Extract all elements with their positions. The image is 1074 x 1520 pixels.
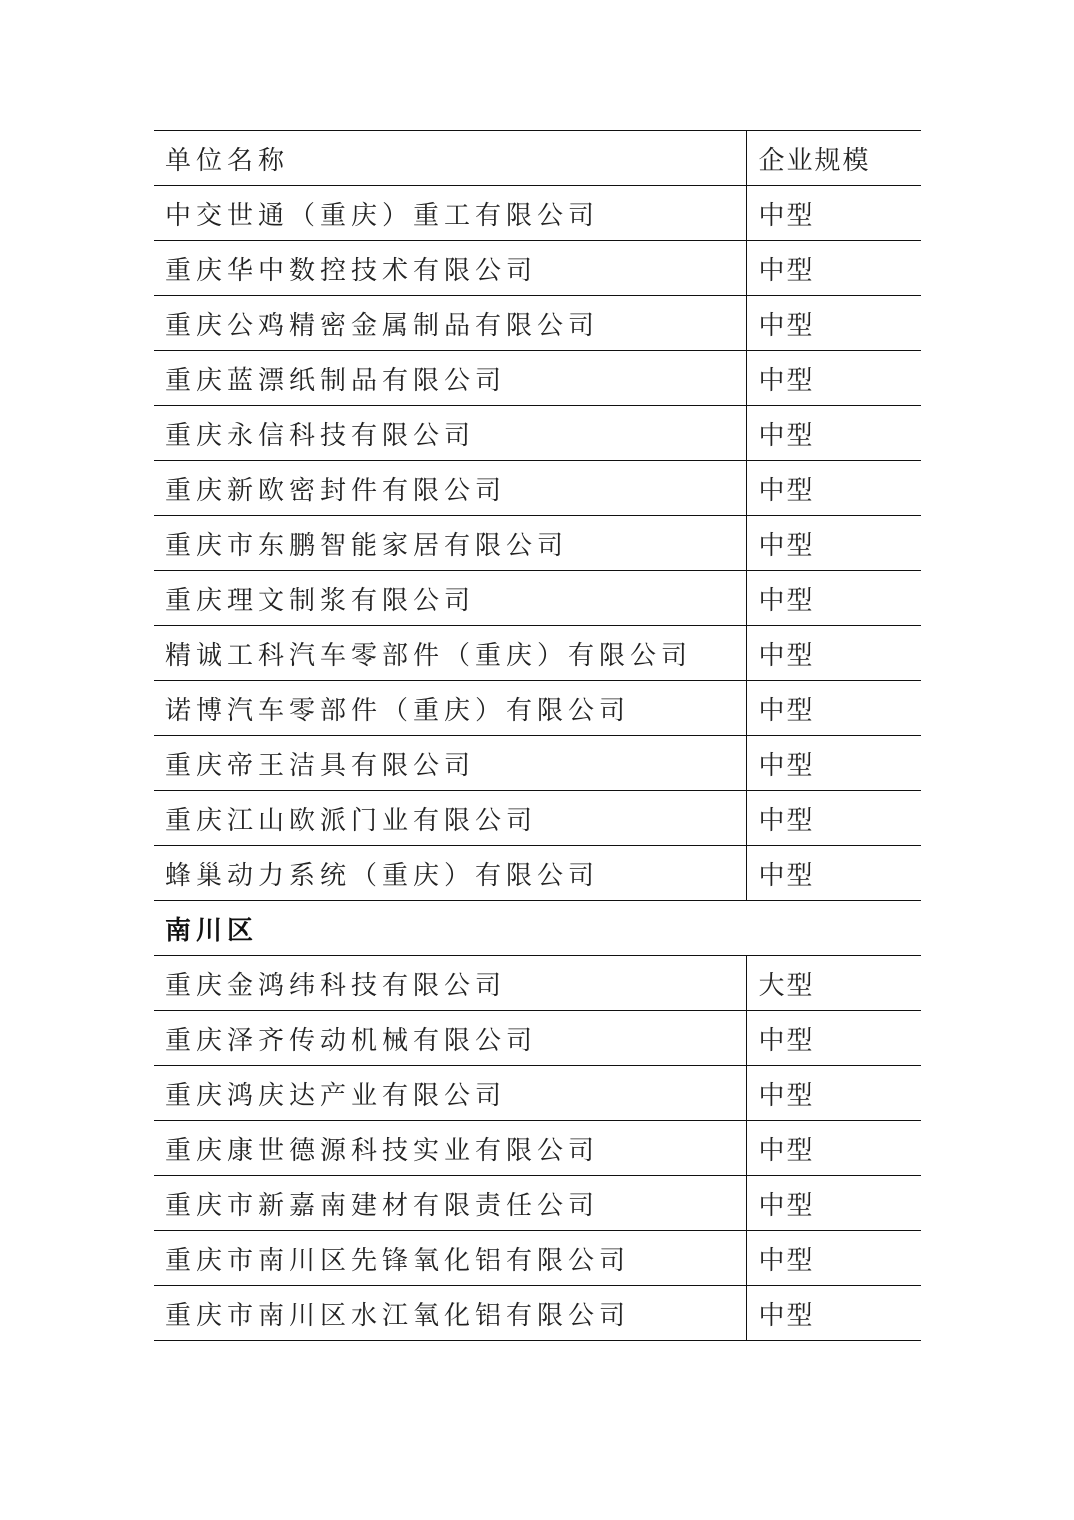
table-row <box>154 1066 921 1121</box>
enterprise-size-cell: 中型 <box>746 736 921 791</box>
table-row <box>154 956 921 1011</box>
unit-name-cell: 重庆鸿庆达产业有限公司 <box>154 1066 746 1121</box>
enterprise-size-cell: 中型 <box>746 626 921 681</box>
enterprise-table-wrapper <box>154 130 921 1341</box>
unit-name-cell: 重庆金鸿纬科技有限公司 <box>154 956 746 1011</box>
enterprise-size-cell: 中型 <box>746 461 921 516</box>
enterprise-size-cell: 中型 <box>746 571 921 626</box>
table-row <box>154 516 921 571</box>
table-header-row <box>154 131 921 186</box>
table-row <box>154 461 921 516</box>
table-row <box>154 1231 921 1286</box>
unit-name-cell: 重庆新欧密封件有限公司 <box>154 461 746 516</box>
table-row <box>154 736 921 791</box>
table-row <box>154 681 921 736</box>
unit-name-cell: 重庆蓝漂纸制品有限公司 <box>154 351 746 406</box>
enterprise-size-cell: 中型 <box>746 351 921 406</box>
enterprise-size-cell: 中型 <box>746 186 921 241</box>
table-row <box>154 791 921 846</box>
unit-name-cell: 重庆市新嘉南建材有限责任公司 <box>154 1176 746 1231</box>
unit-name-cell: 中交世通（重庆）重工有限公司 <box>154 186 746 241</box>
table-row <box>154 351 921 406</box>
enterprise-size-cell: 中型 <box>746 1011 921 1066</box>
unit-name-cell: 重庆永信科技有限公司 <box>154 406 746 461</box>
table-row <box>154 846 921 901</box>
enterprise-size-cell: 中型 <box>746 1286 921 1341</box>
enterprise-size-cell: 中型 <box>746 1066 921 1121</box>
table-row <box>154 406 921 461</box>
unit-name-cell: 重庆市东鹏智能家居有限公司 <box>154 516 746 571</box>
unit-name-cell: 重庆江山欧派门业有限公司 <box>154 791 746 846</box>
unit-name-cell: 重庆帝王洁具有限公司 <box>154 736 746 791</box>
unit-name-cell: 重庆泽齐传动机械有限公司 <box>154 1011 746 1066</box>
unit-name-cell: 重庆市南川区先锋氧化铝有限公司 <box>154 1231 746 1286</box>
table-row <box>154 241 921 296</box>
unit-name-cell: 重庆康世德源科技实业有限公司 <box>154 1121 746 1176</box>
unit-name-cell: 精诚工科汽车零部件（重庆）有限公司 <box>154 626 746 681</box>
section-title: 南川区 <box>154 901 921 956</box>
section-row-nanchuan <box>154 901 921 956</box>
table-row <box>154 1011 921 1066</box>
enterprise-size-cell: 中型 <box>746 1121 921 1176</box>
enterprise-size-cell: 中型 <box>746 296 921 351</box>
table-row <box>154 1176 921 1231</box>
table-row <box>154 626 921 681</box>
enterprise-size-cell: 中型 <box>746 791 921 846</box>
enterprise-size-cell: 中型 <box>746 681 921 736</box>
unit-name-cell: 重庆市南川区水江氧化铝有限公司 <box>154 1286 746 1341</box>
unit-name-cell: 重庆华中数控技术有限公司 <box>154 241 746 296</box>
enterprise-size-cell: 中型 <box>746 846 921 901</box>
unit-name-cell: 重庆理文制浆有限公司 <box>154 571 746 626</box>
enterprise-size-cell: 大型 <box>746 956 921 1011</box>
enterprise-size-cell: 中型 <box>746 406 921 461</box>
enterprise-table <box>154 130 921 1341</box>
table-row <box>154 571 921 626</box>
unit-name-cell: 诺博汽车零部件（重庆）有限公司 <box>154 681 746 736</box>
unit-name-cell: 蜂巢动力系统（重庆）有限公司 <box>154 846 746 901</box>
table-row <box>154 1121 921 1176</box>
unit-name-cell: 重庆公鸡精密金属制品有限公司 <box>154 296 746 351</box>
table-row <box>154 1286 921 1341</box>
header-enterprise-size: 企业规模 <box>746 131 921 186</box>
table-row <box>154 296 921 351</box>
table-row <box>154 186 921 241</box>
enterprise-size-cell: 中型 <box>746 1176 921 1231</box>
enterprise-size-cell: 中型 <box>746 241 921 296</box>
enterprise-size-cell: 中型 <box>746 516 921 571</box>
enterprise-size-cell: 中型 <box>746 1231 921 1286</box>
header-unit-name: 单位名称 <box>154 131 746 186</box>
